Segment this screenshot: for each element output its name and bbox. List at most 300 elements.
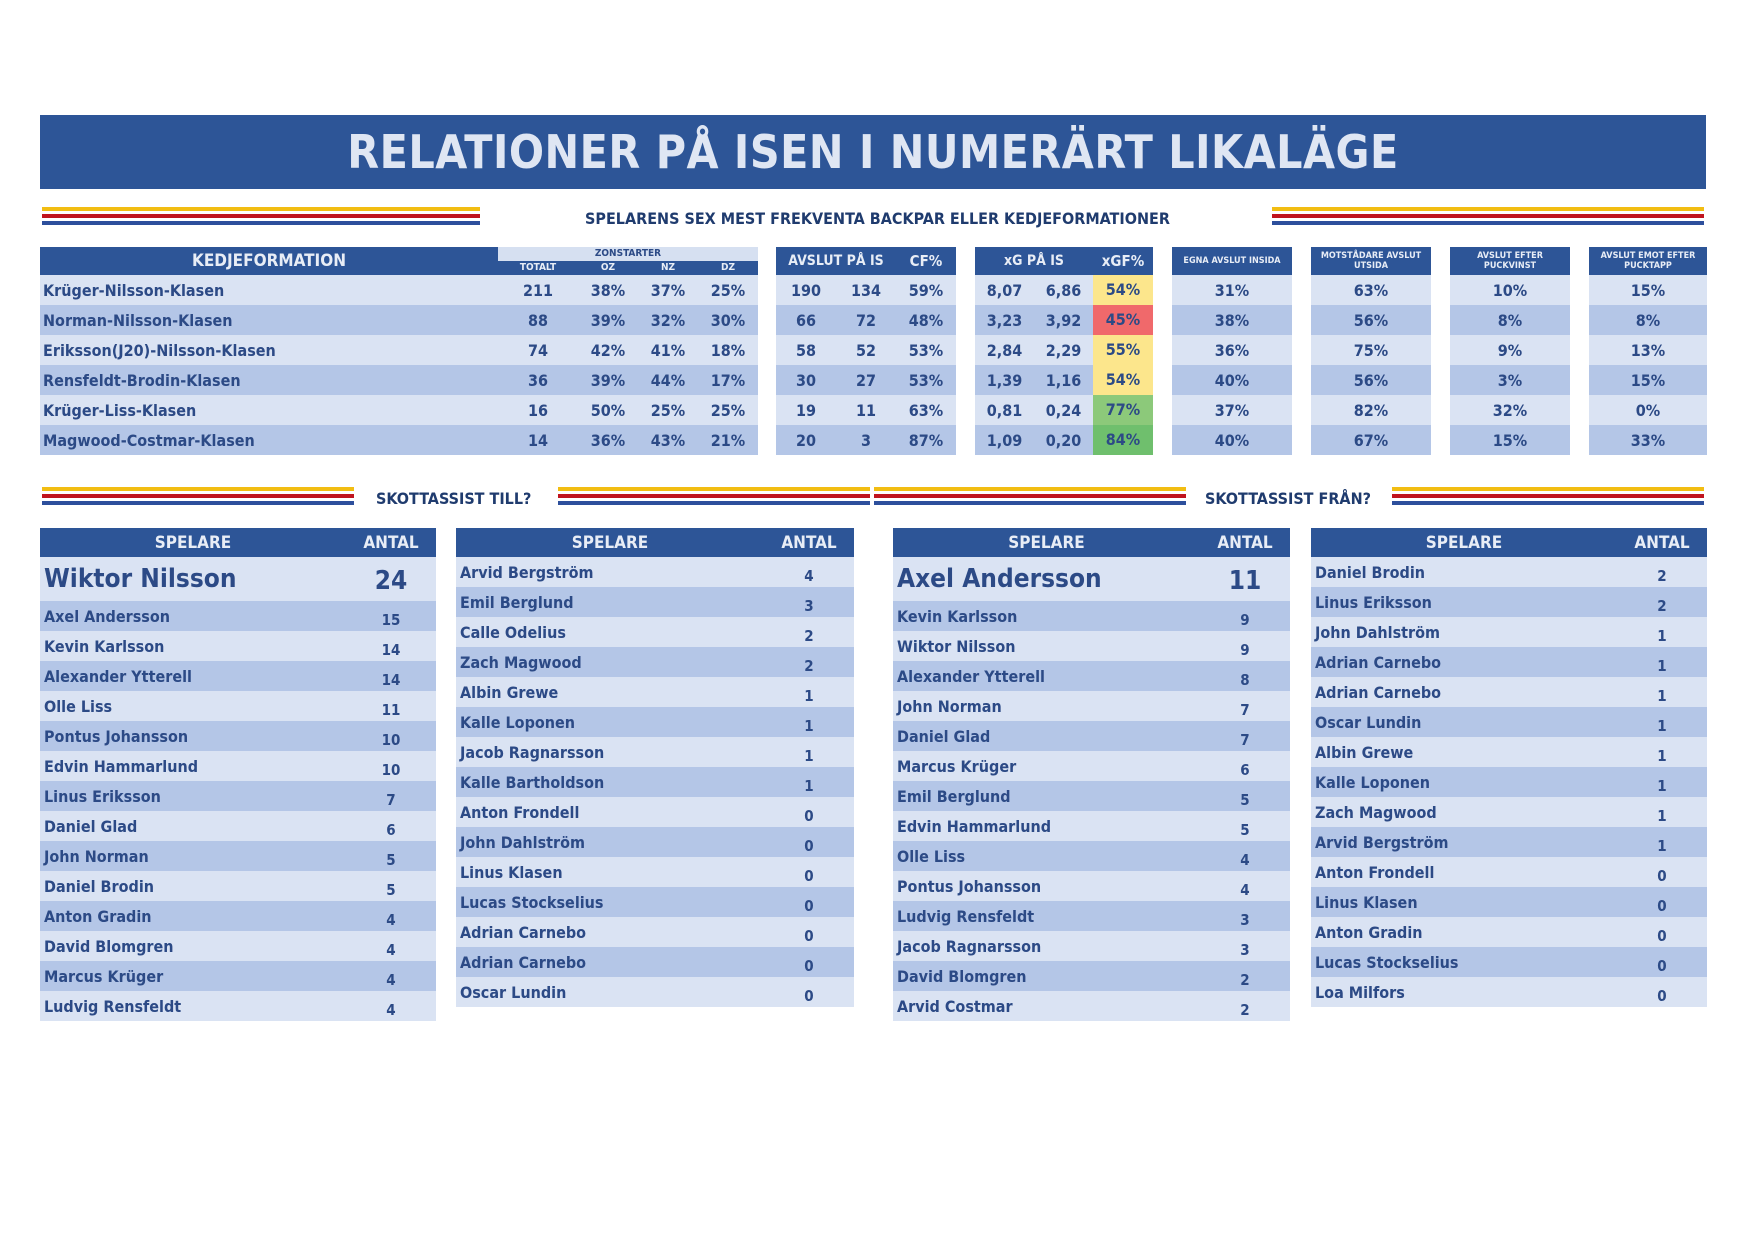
xg-for: 0,81 — [986, 400, 1023, 420]
player-count: 0 — [804, 897, 814, 915]
player-count: 1 — [804, 717, 814, 735]
pucktapp-value: 0% — [1635, 400, 1661, 420]
shots-against: 27 — [855, 370, 877, 390]
shots-for: 58 — [795, 340, 817, 360]
player-row — [893, 781, 1290, 811]
player-row — [40, 721, 436, 751]
xg-for: 8,07 — [986, 280, 1023, 300]
player-count: 2 — [1657, 597, 1667, 615]
player-count: 3 — [1240, 911, 1250, 929]
player-count: 0 — [1657, 957, 1667, 975]
cf-percent: 48% — [908, 310, 944, 330]
player-count: 15 — [381, 611, 401, 629]
player-row — [40, 661, 436, 691]
puckvinst-value: 9% — [1497, 340, 1523, 360]
player-count: 7 — [1240, 731, 1250, 749]
zone-header: ZONSTARTER — [498, 247, 758, 261]
cf-percent: 53% — [908, 370, 944, 390]
zone-dz: 30% — [710, 310, 746, 330]
player-count: 0 — [1657, 927, 1667, 945]
player-count: 5 — [1240, 821, 1250, 839]
player-name: Wiktor Nilsson — [897, 636, 1016, 656]
player-name: Linus Eriksson — [1315, 592, 1432, 612]
player-count: 4 — [386, 971, 396, 989]
egna-value: 36% — [1214, 340, 1250, 360]
player-name: Daniel Glad — [897, 726, 991, 746]
zone-totalt: 16 — [527, 400, 549, 420]
player-row — [456, 677, 854, 707]
mot-value: 82% — [1353, 400, 1389, 420]
player-row — [893, 751, 1290, 781]
pucktapp-row — [1589, 275, 1707, 305]
shots-for: 20 — [795, 430, 817, 450]
player-row — [893, 661, 1290, 691]
zone-subheaders — [498, 261, 758, 275]
puckvinst-value: 32% — [1492, 400, 1528, 420]
player-row — [1311, 677, 1707, 707]
player-name: Pontus Johansson — [44, 726, 189, 746]
player-name: Kalle Loponen — [460, 712, 576, 732]
player-name: Alexander Ytterell — [44, 666, 192, 686]
player-count: 0 — [804, 867, 814, 885]
pucktapp-table — [1589, 247, 1707, 455]
zone-dz: 25% — [710, 280, 746, 300]
zone-nz: 32% — [650, 310, 686, 330]
player-row — [40, 871, 436, 901]
egna-row — [1172, 335, 1292, 365]
player-count: 1 — [804, 777, 814, 795]
cf-header: CF% — [909, 252, 943, 270]
xg-row — [975, 365, 1153, 395]
zone-totalt: 88 — [527, 310, 549, 330]
xg-for: 2,84 — [986, 340, 1023, 360]
xgf-percent: 45% — [1093, 305, 1153, 335]
assist-from-heading: SKOTTASSIST FRÅN? — [1205, 489, 1371, 508]
zone-oz: 39% — [590, 370, 626, 390]
player-name: Adrian Carnebo — [1315, 652, 1442, 672]
player-name: Wiktor Nilsson — [44, 564, 237, 594]
shots-header: AVSLUT PÅ IS — [788, 253, 884, 269]
player-row — [40, 931, 436, 961]
egna-row — [1172, 275, 1292, 305]
player-name: Marcus Krüger — [897, 756, 1017, 776]
player-row — [456, 557, 854, 587]
player-count: 0 — [1657, 867, 1667, 885]
shots-table — [776, 247, 956, 455]
player-name: Arvid Bergström — [1315, 832, 1449, 852]
xgf-header: xGF% — [1101, 252, 1145, 270]
xg-against: 2,29 — [1045, 340, 1082, 360]
cf-percent: 53% — [908, 340, 944, 360]
player-row — [40, 841, 436, 871]
xg-header: xG PÅ IS — [1004, 253, 1064, 269]
player-row — [1311, 647, 1707, 677]
player-name: Arvid Costmar — [897, 996, 1013, 1016]
player-count: 2 — [1240, 971, 1250, 989]
player-row — [40, 781, 436, 811]
player-row — [40, 631, 436, 661]
zone-dz: 21% — [710, 430, 746, 450]
player-row — [40, 751, 436, 781]
xg-against: 0,24 — [1045, 400, 1082, 420]
xg-against: 6,86 — [1045, 280, 1082, 300]
xg-against: 1,16 — [1045, 370, 1082, 390]
puckvinst-value: 15% — [1492, 430, 1528, 450]
xg-row — [975, 275, 1153, 305]
player-row — [456, 707, 854, 737]
player-name: Jacob Ragnarsson — [897, 936, 1042, 956]
shots-row — [776, 425, 956, 455]
player-name: Olle Liss — [897, 846, 966, 866]
player-count: 0 — [804, 927, 814, 945]
mot-row — [1311, 425, 1431, 455]
player-name: John Dahlström — [460, 832, 586, 852]
shots-for: 190 — [790, 280, 822, 300]
puckvinst-value: 3% — [1497, 370, 1523, 390]
player-name: Oscar Lundin — [460, 982, 567, 1002]
player-count: 7 — [1240, 701, 1250, 719]
formation-name: Rensfeldt-Brodin-Klasen — [43, 370, 241, 390]
xg-row — [975, 425, 1153, 455]
xgf-percent: 55% — [1093, 335, 1153, 365]
player-count: 6 — [1240, 761, 1250, 779]
formation-row — [40, 305, 758, 335]
xg-for: 1,09 — [986, 430, 1023, 450]
shots-row — [776, 395, 956, 425]
formation-name: Eriksson(J20)-Nilsson-Klasen — [43, 340, 276, 360]
pucktapp-value: 33% — [1630, 430, 1666, 450]
stripes-decoration — [42, 487, 354, 511]
player-count: 14 — [381, 641, 401, 659]
mot-value: 63% — [1353, 280, 1389, 300]
player-name: Zach Magwood — [1315, 802, 1437, 822]
player-row — [893, 871, 1290, 901]
xg-table — [975, 247, 1153, 455]
egna-value: 40% — [1214, 430, 1250, 450]
puckvinst-table — [1450, 247, 1570, 455]
egna-row — [1172, 305, 1292, 335]
player-row — [40, 557, 436, 601]
stripes-decoration — [874, 487, 1186, 511]
player-name: Lucas Stockselius — [460, 892, 604, 912]
shots-against: 11 — [855, 400, 877, 420]
player-name: Kevin Karlsson — [897, 606, 1018, 626]
player-name: Daniel Brodin — [1315, 562, 1425, 582]
egna-row — [1172, 395, 1292, 425]
player-row — [893, 841, 1290, 871]
mot-header: MOTSTÅDARE AVSLUT UTSIDA — [1311, 247, 1431, 275]
assist-to-table-left — [40, 528, 436, 1021]
player-name: David Blomgren — [897, 966, 1027, 986]
zone-dz: 17% — [710, 370, 746, 390]
player-count: 4 — [804, 567, 814, 585]
assist-from-table-right — [1311, 528, 1707, 1007]
player-name: Axel Andersson — [44, 606, 170, 626]
player-count: 2 — [1240, 1001, 1250, 1019]
egna-row — [1172, 425, 1292, 455]
player-name: Albin Grewe — [1315, 742, 1414, 762]
player-name: Edvin Hammarlund — [897, 816, 1052, 836]
player-count: 4 — [386, 911, 396, 929]
player-name: Axel Andersson — [897, 564, 1102, 594]
zone-col-oz: OZ — [600, 262, 616, 273]
stripes-decoration — [1272, 207, 1704, 231]
player-row — [40, 811, 436, 841]
player-name: Kevin Karlsson — [44, 636, 165, 656]
shots-row — [776, 365, 956, 395]
xg-row — [975, 395, 1153, 425]
player-count: 3 — [1240, 941, 1250, 959]
egna-value: 37% — [1214, 400, 1250, 420]
player-row — [1311, 617, 1707, 647]
zone-header-group — [498, 247, 758, 275]
player-count: 1 — [1657, 837, 1667, 855]
xg-row — [975, 305, 1153, 335]
player-count: 4 — [386, 941, 396, 959]
player-name: David Blomgren — [44, 936, 174, 956]
player-count: 10 — [381, 731, 401, 749]
zone-oz: 39% — [590, 310, 626, 330]
player-name: Linus Eriksson — [44, 786, 161, 806]
player-row — [456, 887, 854, 917]
player-row — [1311, 587, 1707, 617]
xgf-percent: 54% — [1093, 365, 1153, 395]
player-name: Calle Odelius — [460, 622, 566, 642]
col-player: SPELARE — [1008, 532, 1085, 553]
cf-percent: 87% — [908, 430, 944, 450]
player-count: 24 — [374, 566, 408, 596]
formation-name: Norman-Nilsson-Klasen — [43, 310, 233, 330]
player-name: Adrian Carnebo — [1315, 682, 1442, 702]
player-row — [456, 947, 854, 977]
zone-col-totalt: TOTALT — [519, 262, 557, 273]
shots-against: 72 — [855, 310, 877, 330]
player-row — [893, 961, 1290, 991]
player-count: 0 — [804, 957, 814, 975]
player-row — [456, 617, 854, 647]
stripes-decoration — [558, 487, 870, 511]
zone-totalt: 36 — [527, 370, 549, 390]
player-row — [456, 857, 854, 887]
zone-nz: 41% — [650, 340, 686, 360]
pucktapp-value: 15% — [1630, 370, 1666, 390]
player-count: 1 — [1657, 657, 1667, 675]
player-name: Marcus Krüger — [44, 966, 164, 986]
player-row — [893, 691, 1290, 721]
player-count: 1 — [1657, 627, 1667, 645]
zone-totalt: 211 — [522, 280, 554, 300]
formation-row — [40, 365, 758, 395]
player-name: Ludvig Rensfeldt — [44, 996, 182, 1016]
player-count: 10 — [381, 761, 401, 779]
player-name: Anton Frondell — [460, 802, 580, 822]
player-count: 4 — [1240, 851, 1250, 869]
player-name: John Norman — [897, 696, 1002, 716]
shots-row — [776, 275, 956, 305]
zone-col-nz: NZ — [660, 262, 676, 273]
player-row — [40, 991, 436, 1021]
pucktapp-value: 15% — [1630, 280, 1666, 300]
zone-oz: 42% — [590, 340, 626, 360]
player-count: 2 — [1657, 567, 1667, 585]
pucktapp-row — [1589, 335, 1707, 365]
zone-col-dz: DZ — [721, 262, 735, 273]
player-row — [1311, 557, 1707, 587]
pucktapp-row — [1589, 365, 1707, 395]
egna-table — [1172, 247, 1292, 455]
puckvinst-row — [1450, 275, 1570, 305]
page-title: RELATIONER PÅ ISEN I NUMERÄRT LIKALÄGE — [347, 125, 1399, 179]
player-count: 2 — [804, 627, 814, 645]
zone-nz: 44% — [650, 370, 686, 390]
zone-nz: 25% — [650, 400, 686, 420]
zone-totalt: 74 — [527, 340, 549, 360]
col-player: SPELARE — [154, 532, 232, 553]
player-count: 1 — [1657, 747, 1667, 765]
player-count: 4 — [386, 1001, 396, 1019]
player-row — [456, 797, 854, 827]
player-name: Kalle Loponen — [1315, 772, 1431, 792]
formation-name: Krüger-Liss-Klasen — [43, 400, 197, 420]
player-row — [1311, 707, 1707, 737]
shots-for: 66 — [795, 310, 817, 330]
mot-row — [1311, 395, 1431, 425]
player-row — [40, 961, 436, 991]
player-row — [893, 601, 1290, 631]
player-name: Emil Berglund — [460, 592, 574, 612]
xg-for: 3,23 — [986, 310, 1023, 330]
subtitle: SPELARENS SEX MEST FREKVENTA BACKPAR ELLER KEDJEFORMATIONER — [585, 209, 1170, 228]
player-row — [893, 721, 1290, 751]
shots-row — [776, 335, 956, 365]
player-name: Olle Liss — [44, 696, 113, 716]
player-count: 1 — [804, 747, 814, 765]
formation-name: Magwood-Costmar-Klasen — [43, 430, 255, 450]
puckvinst-row — [1450, 425, 1570, 455]
player-name: Linus Klasen — [460, 862, 563, 882]
player-row — [893, 901, 1290, 931]
player-row — [893, 811, 1290, 841]
xgf-percent: 77% — [1093, 395, 1153, 425]
xg-against: 3,92 — [1045, 310, 1082, 330]
player-name: Lucas Stockselius — [1315, 952, 1459, 972]
pucktapp-value: 8% — [1635, 310, 1661, 330]
mot-value: 75% — [1353, 340, 1389, 360]
mot-row — [1311, 365, 1431, 395]
player-name: Kalle Bartholdson — [460, 772, 605, 792]
col-count: ANTAL — [363, 532, 419, 553]
player-name: Alexander Ytterell — [897, 666, 1045, 686]
player-name: Edvin Hammarlund — [44, 756, 199, 776]
puckvinst-value: 10% — [1492, 280, 1528, 300]
cf-percent: 63% — [908, 400, 944, 420]
player-name: Zach Magwood — [460, 652, 582, 672]
mot-table — [1311, 247, 1431, 455]
assist-to-table-right — [456, 528, 854, 1007]
player-name: Emil Berglund — [897, 786, 1011, 806]
zone-nz: 37% — [650, 280, 686, 300]
player-row — [1311, 737, 1707, 767]
egna-value: 38% — [1214, 310, 1250, 330]
player-count: 5 — [1240, 791, 1250, 809]
player-count: 9 — [1240, 641, 1250, 659]
puckvinst-row — [1450, 335, 1570, 365]
player-row — [456, 587, 854, 617]
player-count: 14 — [381, 671, 401, 689]
zone-dz: 25% — [710, 400, 746, 420]
shots-against: 52 — [855, 340, 877, 360]
egna-header: EGNA AVSLUT INSIDA — [1172, 247, 1292, 275]
assist-to-heading: SKOTTASSIST TILL? — [376, 489, 532, 508]
player-count: 9 — [1240, 611, 1250, 629]
player-count: 11 — [1228, 566, 1262, 596]
formation-row — [40, 335, 758, 365]
player-name: Jacob Ragnarsson — [460, 742, 605, 762]
shots-for: 30 — [795, 370, 817, 390]
player-count: 0 — [804, 807, 814, 825]
shots-against: 3 — [860, 430, 871, 450]
puckvinst-row — [1450, 395, 1570, 425]
player-row — [1311, 917, 1707, 947]
player-row — [1311, 767, 1707, 797]
formation-row — [40, 395, 758, 425]
zone-oz: 38% — [590, 280, 626, 300]
xgf-percent: 84% — [1093, 425, 1153, 455]
egna-row — [1172, 365, 1292, 395]
player-count: 0 — [804, 837, 814, 855]
pucktapp-row — [1589, 305, 1707, 335]
player-row — [456, 977, 854, 1007]
formation-name: Krüger-Nilsson-Klasen — [43, 280, 225, 300]
mot-row — [1311, 335, 1431, 365]
player-name: Linus Klasen — [1315, 892, 1418, 912]
player-row — [893, 991, 1290, 1021]
xgf-percent: 54% — [1093, 275, 1153, 305]
player-name: Pontus Johansson — [897, 876, 1042, 896]
player-count: 0 — [804, 987, 814, 1005]
player-count: 8 — [1240, 671, 1250, 689]
assist-from-table-left — [893, 528, 1290, 1021]
puckvinst-header: AVSLUT EFTER PUCKVINST — [1450, 247, 1570, 275]
egna-value: 31% — [1214, 280, 1250, 300]
player-count: 1 — [1657, 807, 1667, 825]
player-count: 5 — [386, 881, 396, 899]
zone-oz: 36% — [590, 430, 626, 450]
formation-row — [40, 425, 758, 455]
player-row — [456, 647, 854, 677]
player-count: 1 — [1657, 687, 1667, 705]
player-name: Daniel Brodin — [44, 876, 154, 896]
player-name: Anton Gradin — [1315, 922, 1423, 942]
col-count: ANTAL — [781, 532, 837, 553]
player-row — [1311, 887, 1707, 917]
pucktapp-row — [1589, 395, 1707, 425]
xg-against: 0,20 — [1045, 430, 1082, 450]
formation-row — [40, 275, 758, 305]
player-row — [893, 931, 1290, 961]
player-row — [1311, 977, 1707, 1007]
mot-value: 56% — [1353, 310, 1389, 330]
mot-value: 56% — [1353, 370, 1389, 390]
player-row — [40, 901, 436, 931]
egna-value: 40% — [1214, 370, 1250, 390]
player-name: Ludvig Rensfeldt — [897, 906, 1035, 926]
player-row — [456, 917, 854, 947]
player-count: 2 — [804, 657, 814, 675]
xg-row — [975, 335, 1153, 365]
cf-percent: 59% — [908, 280, 944, 300]
zone-oz: 50% — [590, 400, 626, 420]
